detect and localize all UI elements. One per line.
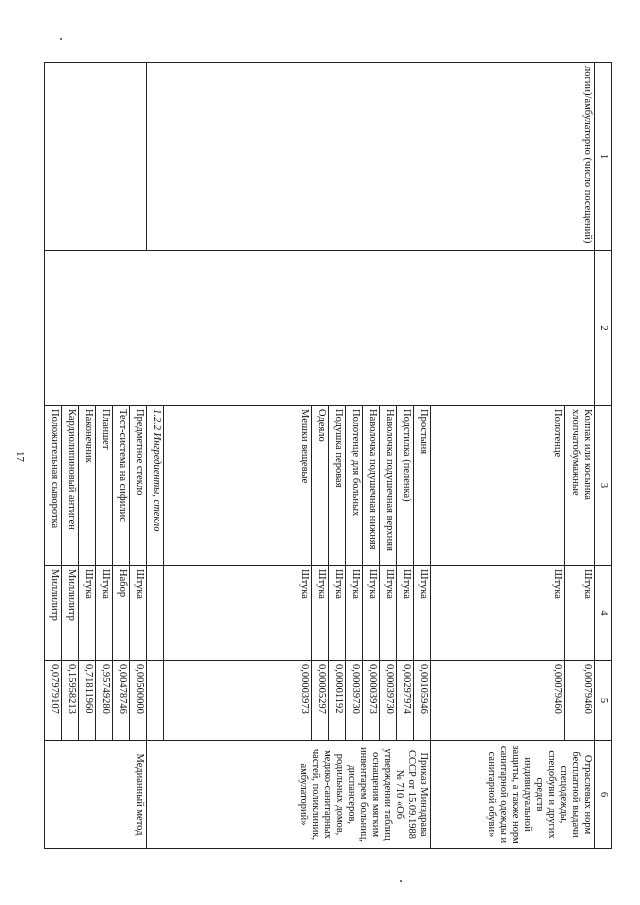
item-value: 0,00478746 (113, 661, 130, 741)
col-header-2: 2 (595, 251, 612, 406)
item-name: Наконечник (79, 406, 96, 566)
item-unit: Штука (96, 566, 113, 661)
item-name: Мешки вещевые (164, 406, 312, 566)
section-empty-unit (147, 566, 164, 661)
group1-col2 (45, 251, 595, 406)
item-name: Полотенце (431, 406, 565, 566)
group1-col6b: Приказ Минздрава СССР от 15.09.1988 № 710 «Об утверждении таблиц оснащения мягким инвентарем больниц, диспансеров, родильных домов, медико-санитарных частей, поликлиник, амбулаторий» (147, 741, 431, 849)
item-unit: Штука (414, 566, 431, 661)
item-value: 0,07979107 (45, 661, 62, 741)
item-unit: Штука (164, 566, 312, 661)
group2-col1 (45, 63, 147, 251)
item-value: 0,00039730 (346, 661, 363, 741)
item-unit: Штука (346, 566, 363, 661)
item-value: 0,00039730 (380, 661, 397, 741)
item-value: 0,71811960 (79, 661, 96, 741)
item-name: Положительная сыворотка (45, 406, 62, 566)
item-value: 0,00005297 (312, 661, 329, 741)
item-name: Кардиолипиновый антиген (62, 406, 79, 566)
item-name: Простыня (414, 406, 431, 566)
item-value: 0,15958213 (62, 661, 79, 741)
rotated-table-container (49, 62, 612, 848)
item-name: Одеяло (312, 406, 329, 566)
item-value: 0,00003973 (363, 661, 380, 741)
header-row (595, 63, 612, 849)
item-value: 0,00500000 (130, 661, 147, 741)
item-unit: Штука (130, 566, 147, 661)
item-unit: Штука (312, 566, 329, 661)
item-value: 0,00297974 (397, 661, 414, 741)
item-value: 0,00079460 (431, 661, 565, 741)
section-label: 1.2.2 Ингредиенты, стекло (147, 406, 164, 566)
item-name: Подстилка (пеленка) (397, 406, 414, 566)
col-header-5: 5 (595, 661, 612, 741)
item-unit: Миллилитр (62, 566, 79, 661)
item-name: Наволочка подушечная нижняя (363, 406, 380, 566)
item-unit: Штука (79, 566, 96, 661)
item-unit: Штука (431, 566, 565, 661)
item-value: 0,00003973 (164, 661, 312, 741)
scan-dust-mark (60, 38, 62, 40)
item-unit: Штука (380, 566, 397, 661)
item-value: 0,00105946 (414, 661, 431, 741)
table-row (130, 63, 147, 849)
resource-table (44, 62, 612, 849)
item-name: Тест-система на сифилис (113, 406, 130, 566)
scan-dust-mark (400, 880, 402, 882)
item-name: Подушка перовая (329, 406, 346, 566)
item-name: Планшет (96, 406, 113, 566)
table-row (565, 63, 595, 849)
item-name: Наволочка подушечная верхняя (380, 406, 397, 566)
col-header-3: 3 (595, 406, 612, 566)
item-unit: Набор (113, 566, 130, 661)
item-value: 0,00079460 (565, 661, 595, 741)
col-header-4: 4 (595, 566, 612, 661)
section-empty-value (147, 661, 164, 741)
item-name: Предметное стекло (130, 406, 147, 566)
col-header-6: 6 (595, 741, 612, 849)
item-value: 0,00001192 (329, 661, 346, 741)
item-value: 0,95749280 (96, 661, 113, 741)
group1-col1: логии)/амбулаторно (число посещений) (147, 63, 595, 251)
col-header-1: 1 (595, 63, 612, 251)
group2-col6: Медианный метод (45, 741, 147, 849)
item-unit: Миллилитр (45, 566, 62, 661)
item-unit: Штука (565, 566, 595, 661)
group1-col6: Отраслевых норм бесплатной выдачи спецодежды, спецобуви и других средств индивидуальной защиты, а также норм санитарной одежды и санитарной обуви» (431, 741, 595, 849)
item-unit: Штука (329, 566, 346, 661)
page-number: 17 (14, 451, 26, 462)
item-unit: Штука (363, 566, 380, 661)
item-unit: Штука (397, 566, 414, 661)
item-name: Полотенце для больных (346, 406, 363, 566)
item-name: Колпак или косынка хлопчатобумажные (565, 406, 595, 566)
